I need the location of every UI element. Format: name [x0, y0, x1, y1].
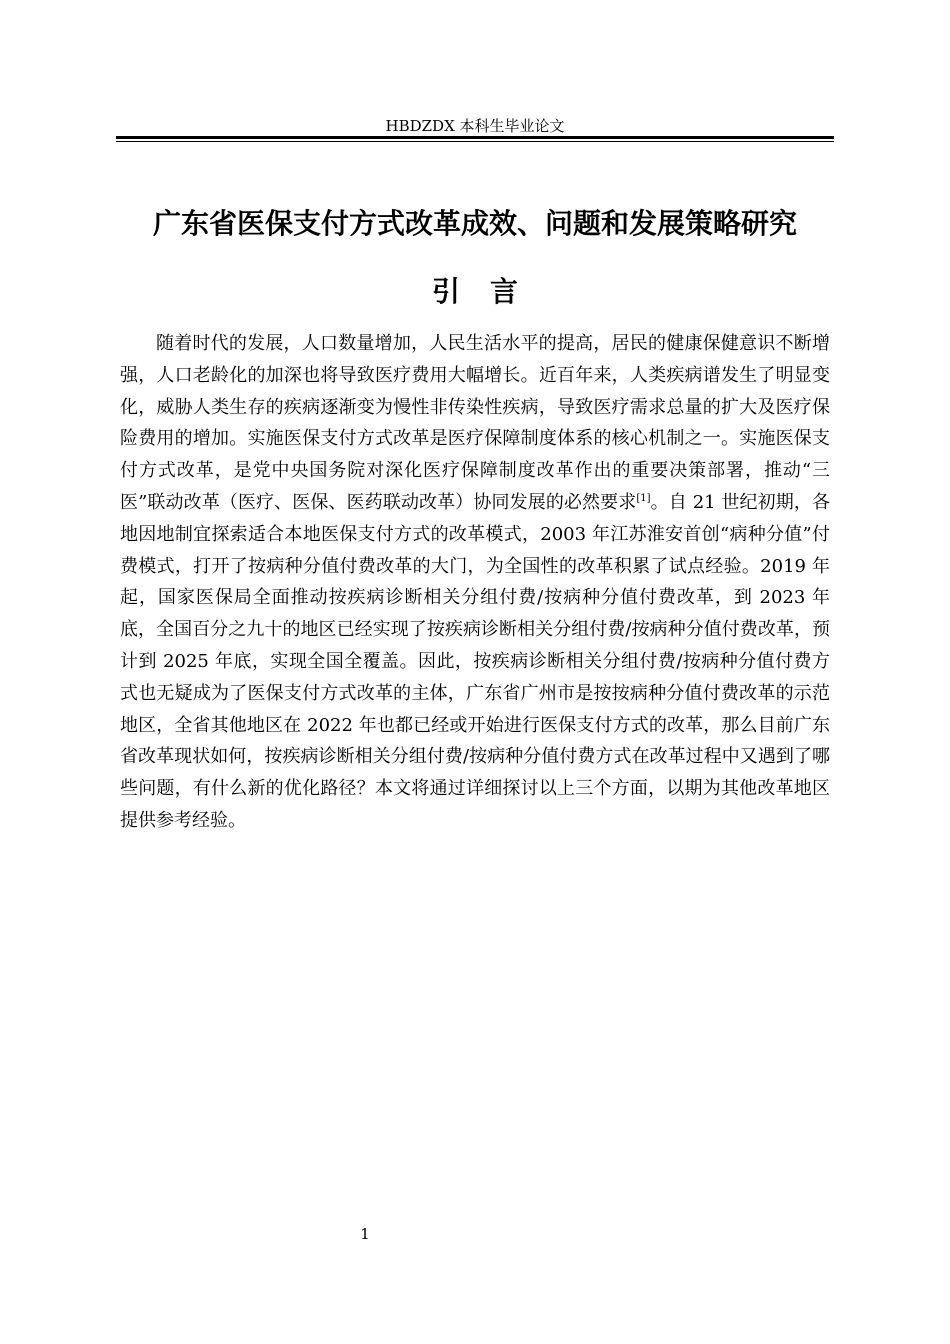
paper-title: 广东省医保支付方式改革成效、问题和发展策略研究	[152, 207, 797, 240]
header-rule-thick	[116, 136, 834, 139]
paragraph-text-part2: 。自 21 世纪初期，各地因地制宜探索适合本地医保支付方式的改革模式，2003 年江苏淮安首创“病种分值”付费模式，打开了按病种分值付费改革的大门，为全国性的改革积累了试点经验。2019 年起，国家医保局全面推动按疾病诊断相关分组付费/按病种分值付费改革，到 2023 年底，全国百分之九十的地区已经实现了按疾病诊断相关分组付费/按病种分值付费改革，预计到 2025 年底，实现全国全覆盖。因此，按疾病诊断相关分组付费/按病种分值付费方式也无疑成为了医保支付方式改革的主体，广东省广州市是按按病种分值付费改革的示范地区，全省其他地区在 2022 年也都已经或开始进行医保支付方式的改革，那么目前广东省改革现状如何，按疾病诊断相关分组付费/按病种分值付费方式在改革过程中又遇到了哪些问题，有什么新的优化路径？本文将通过详细探讨以上三个方面，以期为其他改革地区提供参考经验。	[120, 491, 830, 831]
running-header: HBDZDX 本科生毕业论文	[385, 117, 565, 135]
paragraph-text-part1: 随着时代的发展，人口数量增加，人民生活水平的提高，居民的健康保健意识不断增强，人口老龄化的加深也将导致医疗费用大幅增长。近百年来，人类疾病谱发生了明显变化，威胁人类生存的疾病逐渐变为慢性非传染性疾病，导致医疗需求总量的扩大及医疗保险费用的增加。实施医保支付方式改革是医疗保障制度体系的核心机制之一。实施医保支付方式改革，是党中央国务院对深化医疗保障制度改革作出的重要决策部署，推动“三医”联动改革（医疗、医保、医药联动改革）协同发展的必然要求	[120, 333, 830, 513]
body-paragraph	[120, 328, 830, 837]
citation-ref: [1]	[636, 492, 651, 504]
header-rule-thin	[116, 141, 834, 142]
page-number: 1	[360, 1225, 370, 1243]
section-heading: 引言	[431, 275, 548, 308]
